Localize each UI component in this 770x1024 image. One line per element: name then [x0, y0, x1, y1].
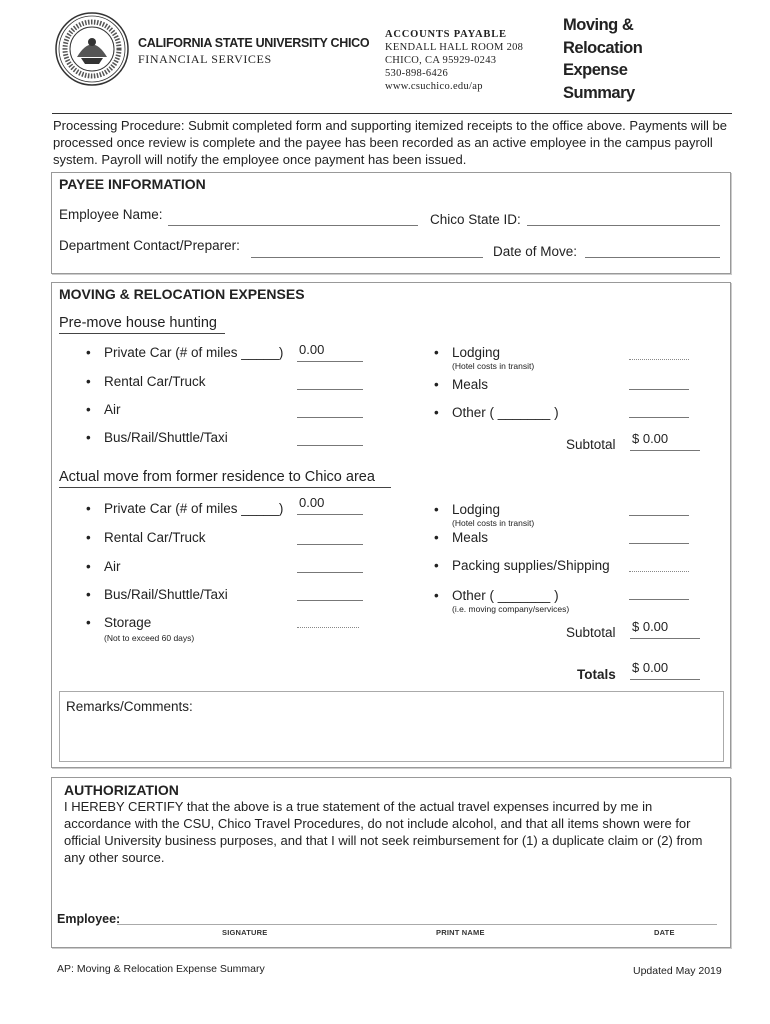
office-title: ACCOUNTS PAYABLE — [385, 29, 507, 40]
date-of-move-label: Date of Move: — [493, 244, 578, 259]
premove-car-field[interactable] — [297, 361, 363, 362]
actual-lodging-field[interactable] — [629, 515, 689, 516]
premove-air-field[interactable] — [297, 417, 363, 418]
actual-packing: • Packing supplies/Shipping — [434, 558, 610, 573]
actual-bus: • Bus/Rail/Shuttle/Taxi — [86, 587, 228, 602]
form-title-line: Relocation — [563, 38, 643, 57]
totals-field — [630, 679, 700, 680]
actual-lodging: • Lodging — [434, 502, 501, 517]
office-address — [385, 28, 523, 93]
date-of-move-field[interactable] — [585, 257, 720, 258]
dept-contact-label: Department Contact/Preparer: — [59, 238, 240, 253]
premove-bus-field[interactable] — [297, 445, 363, 446]
premove-lodging-field[interactable] — [629, 359, 689, 360]
list-item-label: Rental Car/Truck — [104, 374, 206, 389]
list-item-label: Air — [104, 402, 121, 417]
storage-note: (Not to exceed 60 days) — [104, 633, 195, 643]
premove-lodging: • Lodging — [434, 345, 501, 360]
premove-subtotal-value: $ 0.00 — [632, 431, 669, 446]
university-seal-icon — [55, 12, 129, 86]
list-item-label: Packing supplies/Shipping — [452, 558, 610, 573]
actual-other: • Other ( _______ ) — [434, 588, 559, 603]
date-caption: DATE — [654, 928, 675, 937]
actual-car-field[interactable] — [297, 514, 363, 515]
premove-car-value[interactable]: 0.00 — [299, 342, 325, 357]
premove-title-underline — [59, 333, 225, 334]
list-item-label: Private Car (# of miles _____) — [104, 501, 284, 516]
premove-title: Pre-move house hunting — [59, 315, 217, 331]
expenses-heading: MOVING & RELOCATION EXPENSES — [59, 286, 305, 302]
totals-label: Totals — [577, 667, 616, 682]
actual-air: • Air — [86, 559, 121, 574]
actual-lodging-note: (Hotel costs in transit) — [452, 518, 535, 528]
employee-name-label: Employee Name: — [59, 207, 163, 222]
office-web: www.csuchico.edu/ap — [385, 81, 483, 92]
actual-storage-field[interactable] — [297, 627, 359, 628]
list-item-label: Air — [104, 559, 121, 574]
actual-meals: • Meals — [434, 530, 489, 545]
office-city: CHICO, CA 95929-0243 — [385, 55, 497, 66]
premove-meals-field[interactable] — [629, 389, 689, 390]
list-item-label: Bus/Rail/Shuttle/Taxi — [104, 587, 228, 602]
list-item-label: Rental Car/Truck — [104, 530, 206, 545]
premove-bus: • Bus/Rail/Shuttle/Taxi — [86, 430, 228, 445]
form-title-line: Summary — [563, 83, 635, 102]
authorization-heading: AUTHORIZATION — [64, 782, 179, 798]
signature-caption: SIGNATURE — [222, 928, 268, 937]
footer-form-name: AP: Moving & Relocation Expense Summary — [57, 963, 265, 975]
actual-rental-field[interactable] — [297, 544, 363, 545]
actual-car-value[interactable]: 0.00 — [299, 495, 325, 510]
university-name: CALIFORNIA STATE UNIVERSITY CHICO — [138, 36, 370, 50]
list-item-label: Other ( _______ ) — [452, 405, 559, 420]
premove-other-field[interactable] — [629, 417, 689, 418]
actual-private-car: • Private Car (# of miles _____) — [86, 501, 284, 516]
actual-other-note: (i.e. moving company/services) — [452, 604, 570, 614]
form-title-line: Expense — [563, 61, 628, 79]
premove-subtotal-label: Subtotal — [566, 437, 616, 452]
form-title-line: Moving & — [563, 16, 634, 34]
actual-subtotal-value: $ 0.00 — [632, 619, 669, 634]
processing-procedure: Processing Procedure: Submit completed form and supporting itemized receipts to the office above. Payments will be processed once review is complete and the payee has been recorded as an active employee in the campus payroll system. Payroll will notify the employee once payment has been issued. — [53, 118, 727, 167]
premove-private-car: • Private Car (# of miles _____) — [86, 345, 284, 360]
premove-subtotal-field — [630, 450, 700, 451]
list-item-label: Lodging — [452, 502, 501, 517]
premove-rental-car: • Rental Car/Truck — [86, 374, 206, 389]
employee-label: Employee: — [57, 912, 121, 926]
actual-other-field[interactable] — [629, 599, 689, 600]
actual-meals-field[interactable] — [629, 543, 689, 544]
print-name-caption: PRINT NAME — [436, 928, 485, 937]
totals-value: $ 0.00 — [632, 660, 669, 675]
list-item-label: Other ( _______ ) — [452, 588, 559, 603]
form-title — [563, 14, 642, 104]
premove-air: • Air — [86, 402, 121, 417]
actual-move-title-underline — [59, 487, 391, 488]
header-divider — [52, 113, 732, 114]
actual-rental-car: • Rental Car/Truck — [86, 530, 206, 545]
actual-air-field[interactable] — [297, 572, 363, 573]
premove-other: • Other ( _______ ) — [434, 405, 559, 420]
actual-storage: • Storage — [86, 615, 152, 630]
dept-contact-field[interactable] — [251, 257, 483, 258]
employee-name-field[interactable] — [168, 225, 418, 226]
list-item-label: Meals — [452, 377, 489, 392]
list-item-label: Storage — [104, 615, 152, 630]
actual-packing-field[interactable] — [629, 571, 689, 572]
remarks-label: Remarks/Comments: — [66, 699, 193, 714]
actual-subtotal-label: Subtotal — [566, 625, 616, 640]
payee-heading: PAYEE INFORMATION — [59, 176, 206, 192]
premove-meals: • Meals — [434, 377, 489, 392]
premove-lodging-note: (Hotel costs in transit) — [452, 361, 535, 371]
list-item-label: Private Car (# of miles _____) — [104, 345, 284, 360]
employee-signature-line[interactable] — [117, 924, 717, 925]
office-room: KENDALL HALL ROOM 208 — [385, 42, 524, 53]
actual-subtotal-field — [630, 638, 700, 639]
list-item-label: Meals — [452, 530, 489, 545]
chico-id-field[interactable] — [527, 225, 720, 226]
actual-move-title: Actual move from former residence to Chico area — [59, 469, 375, 485]
authorization-text: I HEREBY CERTIFY that the above is a true statement of the actual travel expenses incurred by me in accordance with the CSU, Chico Travel Procedures, do not include alcohol, and that all items shown were for official University business purposes, and that I will not seek reimbursement for (1) a duplicate claim or (2) from any other source. — [64, 799, 703, 865]
chico-id-label: Chico State ID: — [430, 212, 521, 227]
premove-rental-field[interactable] — [297, 389, 363, 390]
footer-updated: Updated May 2019 — [633, 965, 722, 977]
list-item-label: Bus/Rail/Shuttle/Taxi — [104, 430, 228, 445]
department-name: FINANCIAL SERVICES — [138, 52, 272, 66]
office-phone: 530-898-6426 — [385, 68, 449, 79]
actual-bus-field[interactable] — [297, 600, 363, 601]
list-item-label: Lodging — [452, 345, 501, 360]
